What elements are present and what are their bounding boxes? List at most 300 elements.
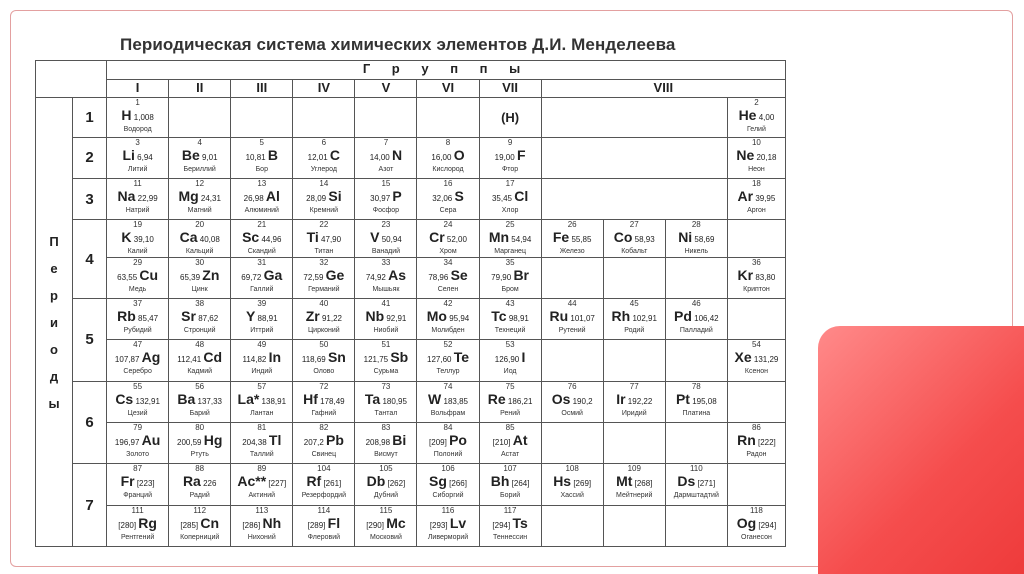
element-cell[interactable]: [479, 505, 541, 546]
element-cell[interactable]: [479, 257, 541, 298]
element-cell[interactable]: [107, 137, 169, 178]
element-symbol: Ts: [512, 514, 528, 531]
element-name: Кислород: [432, 165, 464, 173]
element-symbol: Re: [487, 390, 506, 407]
element-name: Аргон: [747, 206, 766, 214]
element-symbol-line: [417, 516, 478, 533]
atomic-mass: 137,33: [197, 396, 222, 406]
element-cell[interactable]: [107, 464, 169, 505]
element-cell[interactable]: [603, 220, 665, 257]
element-name: Иод: [503, 368, 517, 376]
element-name: Кобальт: [621, 248, 648, 256]
element-symbol: Be: [181, 146, 200, 163]
element-symbol-line: [169, 309, 230, 326]
element-cell[interactable]: [231, 298, 293, 339]
element-name: Дармштадтий: [673, 492, 719, 500]
table-row: [36, 178, 786, 219]
atomic-number: 2: [754, 98, 759, 108]
element-cell[interactable]: [355, 257, 417, 298]
atomic-mass: 98,91: [508, 313, 529, 323]
empty-cell: [541, 98, 727, 137]
element-symbol: Ge: [325, 266, 345, 283]
atomic-number: 11: [133, 178, 142, 188]
element-symbol: Cs: [115, 390, 134, 407]
element-cell[interactable]: [479, 422, 541, 463]
element-name: Осмий: [561, 409, 583, 417]
atomic-number: 49: [257, 340, 267, 350]
element-cell[interactable]: [293, 298, 355, 339]
atomic-number: 9: [507, 137, 513, 147]
element-cell[interactable]: [417, 340, 479, 381]
empty-cell: [727, 381, 785, 422]
element-symbol: At: [512, 431, 528, 448]
atomic-number: 52: [443, 340, 453, 350]
element-cell[interactable]: [727, 137, 785, 178]
atomic-mass: [280]: [118, 520, 137, 530]
empty-cell: [727, 220, 785, 257]
empty-cell: [355, 98, 417, 137]
element-symbol: Sb: [390, 349, 409, 366]
element-cell[interactable]: [479, 220, 541, 257]
element-symbol: Br: [513, 266, 529, 283]
atomic-mass: 180,95: [382, 396, 407, 406]
element-cell[interactable]: [417, 505, 479, 546]
table-row: [36, 220, 786, 257]
element-cell[interactable]: [355, 381, 417, 422]
atomic-mass: 138,91: [261, 396, 287, 406]
element-symbol-line: [728, 148, 785, 165]
element-cell[interactable]: [231, 257, 293, 298]
element-cell[interactable]: [293, 381, 355, 422]
element-name: Тантал: [374, 409, 398, 417]
element-cell[interactable]: [417, 220, 479, 257]
atomic-number: 87: [133, 464, 143, 474]
atomic-mass: 39,10: [133, 235, 154, 245]
element-cell[interactable]: [541, 220, 603, 257]
element-symbol-line: [231, 516, 292, 533]
element-cell[interactable]: [107, 98, 169, 137]
element-cell[interactable]: [479, 340, 541, 381]
element-name: Оганесон: [741, 533, 772, 541]
element-cell[interactable]: [293, 505, 355, 546]
element-symbol-line: [355, 189, 416, 206]
element-name: Бор: [255, 165, 268, 173]
element-symbol: Se: [450, 266, 468, 283]
element-cell[interactable]: [727, 257, 785, 298]
atomic-mass: 22,99: [137, 193, 158, 203]
element-cell[interactable]: [231, 422, 293, 463]
element-name: Актиний: [248, 492, 276, 500]
element-cell[interactable]: [417, 381, 479, 422]
element-name: Лантан: [250, 409, 274, 417]
element-cell[interactable]: [665, 298, 727, 339]
element-symbol: I: [521, 349, 526, 366]
atomic-number: 21: [257, 220, 267, 230]
element-symbol: Mn: [488, 229, 510, 246]
element-symbol-line: [231, 350, 292, 367]
atomic-mass: [209]: [429, 437, 447, 447]
element-symbol: Tl: [268, 431, 282, 448]
empty-cell: [169, 98, 231, 137]
atomic-number: 14: [319, 178, 329, 188]
element-cell[interactable]: [727, 422, 785, 463]
element-name: Иридий: [621, 409, 647, 417]
element-symbol-line: [293, 516, 354, 533]
element-symbol: Fl: [327, 514, 341, 531]
element-symbol-line: [480, 268, 541, 285]
element-symbol: Au: [141, 431, 161, 448]
element-symbol: Pd: [674, 307, 692, 324]
element-symbol: Cl: [514, 187, 529, 204]
table-row: [36, 381, 786, 422]
element-cell[interactable]: [293, 464, 355, 505]
group-header-VII: VII: [479, 80, 541, 98]
element-cell[interactable]: [727, 178, 785, 219]
element-symbol-line: [728, 350, 785, 367]
element-symbol: Ne: [736, 146, 755, 163]
element-symbol: P: [392, 187, 402, 204]
element-cell[interactable]: [231, 220, 293, 257]
element-cell[interactable]: [665, 381, 727, 422]
element-cell[interactable]: [479, 137, 541, 178]
element-cell[interactable]: [479, 381, 541, 422]
atomic-number: 27: [629, 220, 639, 230]
element-symbol: K: [121, 229, 132, 246]
atomic-mass: 40,08: [199, 235, 220, 245]
atomic-number: 85: [505, 422, 515, 432]
element-symbol: Ir: [616, 390, 626, 407]
element-symbol-line: [293, 189, 354, 206]
element-symbol: Ds: [677, 473, 696, 490]
element-symbol: Kr: [737, 266, 754, 283]
element-cell[interactable]: [603, 464, 665, 505]
element-name: Цинк: [191, 285, 208, 293]
element-cell[interactable]: [355, 178, 417, 219]
atomic-number: 43: [505, 298, 515, 308]
atomic-mass: 132,91: [135, 396, 160, 406]
element-cell[interactable]: [479, 464, 541, 505]
element-name: Рентгений: [120, 533, 155, 541]
element-name: Радий: [189, 492, 210, 500]
element-symbol-line: [169, 230, 230, 247]
element-name: Фтор: [501, 165, 519, 173]
element-symbol-line: [417, 148, 478, 165]
element-cell[interactable]: [355, 505, 417, 546]
empty-cell: [665, 257, 727, 298]
atomic-number: 105: [379, 464, 393, 474]
element-cell[interactable]: [355, 220, 417, 257]
atomic-mass: 207,2: [303, 437, 324, 447]
table-row: [36, 257, 786, 298]
element-cell[interactable]: [665, 220, 727, 257]
element-symbol-line: [728, 268, 785, 285]
atomic-mass: 204,38: [242, 437, 267, 447]
element-cell[interactable]: [169, 422, 231, 463]
element-symbol: Cd: [203, 349, 223, 366]
atomic-mass: [227]: [268, 479, 287, 489]
element-symbol-line: [231, 230, 292, 247]
element-cell[interactable]: [355, 298, 417, 339]
element-cell[interactable]: [107, 422, 169, 463]
atomic-mass: 126,90: [494, 355, 520, 365]
element-cell[interactable]: [107, 220, 169, 257]
element-symbol-line: [169, 474, 230, 491]
atomic-mass: 72,59: [303, 272, 324, 282]
atomic-number: 19: [133, 220, 143, 230]
element-symbol: Pt: [675, 390, 690, 407]
element-symbol-line: [231, 392, 292, 409]
atomic-mass: 52,00: [446, 235, 467, 245]
atomic-mass: 47,90: [321, 235, 342, 245]
element-symbol-line: [542, 230, 603, 247]
atomic-number: 26: [567, 220, 577, 230]
atomic-number: 41: [381, 298, 391, 308]
atomic-mass: 102,91: [632, 313, 657, 323]
atomic-number: 118: [750, 505, 763, 515]
element-name: Железо: [559, 248, 585, 256]
atomic-mass: [294]: [758, 520, 777, 530]
element-cell[interactable]: [479, 178, 541, 219]
element-cell[interactable]: [169, 505, 231, 546]
table-row: [36, 98, 786, 137]
group-header-VIII: VIII: [541, 80, 785, 98]
atomic-number: 4: [197, 137, 202, 147]
element-symbol: Ca: [179, 229, 198, 246]
element-name: Висмут: [374, 450, 398, 458]
atomic-mass: 16,00: [431, 152, 452, 162]
element-cell[interactable]: [727, 505, 785, 546]
element-cell[interactable]: [231, 505, 293, 546]
element-symbol-line: [666, 474, 727, 491]
atomic-mass: 1,008: [133, 113, 154, 123]
element-symbol: Rg: [138, 514, 157, 531]
table-row: [36, 340, 786, 381]
empty-cell: [603, 422, 665, 463]
atomic-mass: 106,42: [694, 313, 719, 323]
element-symbol-line: [293, 433, 354, 450]
element-symbol: Ta: [364, 390, 381, 407]
element-name: Литий: [127, 165, 148, 173]
element-symbol: Na: [117, 187, 136, 204]
element-symbol-line: [417, 392, 478, 409]
atomic-mass: 131,29: [753, 355, 779, 365]
element-symbol-line: [604, 230, 665, 247]
element-symbol-line: [604, 309, 665, 326]
atomic-number: 22: [319, 220, 329, 230]
element-symbol: Cn: [200, 514, 220, 531]
element-cell[interactable]: [665, 464, 727, 505]
period-number: 5: [73, 298, 107, 381]
element-name: Ниобий: [373, 326, 399, 334]
group-header-III: III: [231, 80, 293, 98]
element-cell[interactable]: [417, 298, 479, 339]
element-cell[interactable]: [169, 220, 231, 257]
atomic-mass: 92,91: [386, 313, 407, 323]
element-cell[interactable]: [727, 340, 785, 381]
element-symbol-line: [107, 230, 168, 247]
element-symbol: Mg: [178, 187, 199, 204]
element-symbol: Bi: [392, 431, 407, 448]
element-symbol: Nh: [262, 514, 282, 531]
element-name: Ртуть: [190, 450, 209, 458]
element-symbol-line: [417, 230, 478, 247]
element-symbol-line: [480, 148, 541, 165]
element-cell[interactable]: [169, 298, 231, 339]
atomic-mass: 19,00: [494, 152, 515, 162]
element-cell[interactable]: [355, 340, 417, 381]
element-symbol: F: [516, 146, 526, 163]
element-symbol-line: [169, 189, 230, 206]
element-symbol: Fr: [120, 473, 135, 490]
element-symbol-line: [542, 392, 603, 409]
element-symbol-line: [355, 309, 416, 326]
element-cell[interactable]: [169, 340, 231, 381]
element-cell[interactable]: [479, 298, 541, 339]
element-cell[interactable]: [107, 178, 169, 219]
element-cell[interactable]: [293, 257, 355, 298]
element-name: Азот: [378, 165, 394, 173]
element-cell[interactable]: [169, 257, 231, 298]
atomic-number: 107: [503, 464, 517, 474]
atomic-number: 40: [319, 298, 329, 308]
atomic-mass: 6,94: [137, 152, 153, 162]
element-name: Астат: [500, 450, 520, 458]
empty-cell: [541, 137, 727, 178]
period-number: 6: [73, 381, 107, 464]
element-name: Свинец: [311, 450, 337, 458]
atomic-mass: 35,45: [491, 193, 512, 203]
atomic-number: 115: [379, 505, 393, 515]
empty-cell: [603, 505, 665, 546]
atomic-mass: 200,59: [177, 437, 202, 447]
element-cell[interactable]: [107, 381, 169, 422]
element-cell[interactable]: [541, 464, 603, 505]
atomic-number: 16: [443, 178, 453, 188]
atomic-mass: [285]: [180, 520, 199, 530]
element-cell[interactable]: [231, 381, 293, 422]
element-name: Алюминий: [244, 206, 279, 214]
element-symbol: Zn: [202, 266, 220, 283]
atomic-mass: 127,60: [427, 355, 452, 365]
element-cell[interactable]: [417, 178, 479, 219]
element-name: Хлор: [501, 206, 519, 214]
element-cell[interactable]: [541, 381, 603, 422]
element-cell[interactable]: [231, 137, 293, 178]
atomic-number: 6: [321, 137, 327, 147]
element-name: Рутений: [558, 326, 586, 334]
element-name: Родий: [624, 326, 645, 334]
element-name: Олово: [313, 368, 335, 376]
element-cell[interactable]: [293, 422, 355, 463]
element-cell[interactable]: [107, 257, 169, 298]
element-cell[interactable]: [293, 220, 355, 257]
element-cell[interactable]: [417, 137, 479, 178]
periods-label-letter: о: [50, 341, 58, 357]
element-cell[interactable]: [231, 340, 293, 381]
element-cell[interactable]: [107, 298, 169, 339]
element-symbol: As: [388, 266, 407, 283]
atomic-number: 8: [445, 137, 451, 147]
element-cell[interactable]: [293, 178, 355, 219]
atomic-mass: 114,82: [242, 355, 267, 365]
element-symbol-line: [169, 148, 230, 165]
element-symbol: Cu: [139, 266, 159, 283]
element-symbol: H: [121, 107, 132, 124]
element-cell[interactable]: [169, 464, 231, 505]
element-cell[interactable]: [355, 422, 417, 463]
element-cell[interactable]: [169, 178, 231, 219]
element-symbol: He: [738, 107, 757, 124]
element-cell[interactable]: [107, 505, 169, 546]
element-symbol: C: [329, 146, 341, 163]
element-name: Мышьяк: [372, 285, 400, 293]
element-cell[interactable]: [541, 298, 603, 339]
element-cell[interactable]: [355, 464, 417, 505]
element-cell[interactable]: [293, 137, 355, 178]
atomic-mass: 91,22: [321, 313, 342, 323]
atomic-number: 89: [257, 464, 267, 474]
element-symbol-line: [231, 474, 292, 491]
atomic-number: 81: [257, 422, 267, 432]
element-cell[interactable]: [727, 98, 785, 137]
element-cell[interactable]: [417, 257, 479, 298]
empty-cell: [727, 298, 785, 339]
element-name: Гелий: [746, 126, 766, 134]
atomic-number: 75: [505, 381, 515, 391]
element-cell[interactable]: [417, 422, 479, 463]
atomic-mass: 10,81: [245, 152, 266, 162]
atomic-number: 45: [629, 298, 639, 308]
element-symbol: S: [454, 187, 464, 204]
atomic-number: 108: [565, 464, 579, 474]
element-cell[interactable]: [417, 464, 479, 505]
atomic-mass: [271]: [697, 479, 716, 489]
element-symbol: Rf: [306, 473, 322, 490]
element-name: Иттрий: [250, 326, 274, 334]
element-cell[interactable]: [603, 381, 665, 422]
element-cell[interactable]: [231, 178, 293, 219]
atomic-number: 1: [135, 98, 140, 108]
element-name: Стронций: [183, 326, 216, 334]
element-symbol-line: [542, 309, 603, 326]
atomic-number: 106: [441, 464, 455, 474]
element-cell[interactable]: [293, 340, 355, 381]
element-symbol-line: [169, 392, 230, 409]
element-cell[interactable]: [107, 340, 169, 381]
element-cell[interactable]: [169, 137, 231, 178]
element-symbol-line: [728, 516, 785, 533]
element-cell[interactable]: [355, 137, 417, 178]
atomic-number: 111: [131, 505, 144, 515]
element-name: Кремний: [309, 206, 339, 214]
atomic-mass: [269]: [573, 479, 592, 489]
element-cell[interactable]: [169, 381, 231, 422]
atomic-number: 84: [443, 422, 453, 432]
atomic-number: 54: [751, 340, 761, 350]
empty-cell: [727, 464, 785, 505]
atomic-number: 18: [751, 178, 761, 188]
element-cell[interactable]: [603, 298, 665, 339]
atomic-number: 74: [443, 381, 453, 391]
atomic-mass: 83,80: [755, 272, 776, 282]
element-name: Неон: [748, 165, 765, 173]
periods-label-letter: р: [50, 287, 58, 303]
atomic-mass: 192,22: [627, 396, 653, 406]
atomic-mass: 50,94: [381, 235, 402, 245]
table-row: [36, 464, 786, 505]
element-cell[interactable]: [231, 464, 293, 505]
element-symbol-line: [417, 268, 478, 285]
